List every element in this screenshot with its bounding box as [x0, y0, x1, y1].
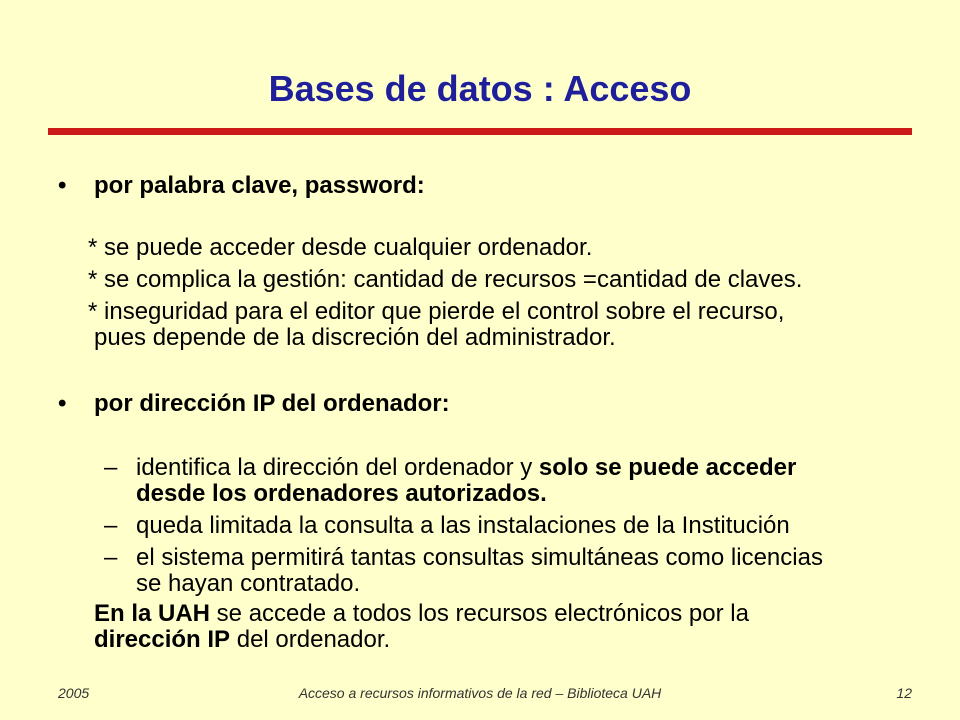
ip-item-2-text: queda limitada la consulta a las instalaciones de la Institución — [136, 512, 790, 539]
ip-item-1-plain: identifica la dirección del ordenador y — [136, 454, 539, 481]
bullet-heading: por dirección IP del ordenador: — [94, 390, 450, 417]
ip-item-1-bold: solo se puede acceder — [538, 454, 797, 481]
ip-item-1-bold-2: desde los ordenadores autorizados. — [136, 480, 547, 507]
ip-item-3-text-1: el sistema permitirá tantas consultas simultáneas como licencias — [136, 544, 823, 571]
dash-symbol: – — [104, 512, 118, 539]
password-line-4: pues depende de la discreción del administrador. — [94, 324, 616, 351]
uah-note-bold-2: dirección IP — [94, 626, 231, 653]
dash-symbol: – — [104, 544, 118, 571]
footer-page-number: 12 — [896, 685, 912, 701]
bullet-symbol: • — [58, 172, 67, 199]
uah-note-line-2 — [94, 627, 390, 653]
password-line-3: * inseguridad para el editor que pierde el control sobre el recurso, — [88, 298, 785, 325]
uah-note-plain-2: del ordenador. — [230, 626, 391, 653]
dash-symbol: – — [104, 454, 118, 481]
bullet-heading: por palabra clave, password: — [94, 172, 425, 199]
footer-year: 2005 — [58, 685, 90, 701]
uah-note-plain: se accede a todos los recursos electrónicos por la — [210, 600, 749, 627]
password-line-2: * se complica la gestión: cantidad de recursos =cantidad de claves. — [88, 266, 803, 293]
bullet-symbol: • — [58, 390, 67, 417]
title-underline — [48, 128, 912, 135]
ip-item-1 — [104, 455, 904, 507]
slide-title: Bases de datos : Acceso — [268, 68, 692, 109]
uah-note-bold: En la UAH — [94, 600, 211, 627]
footer-title: Acceso a recursos informativos de la red – Biblioteca UAH — [298, 685, 662, 701]
ip-item-3 — [104, 545, 904, 597]
password-line-1: * se puede acceder desde cualquier ordenador. — [88, 234, 593, 261]
ip-item-3-text-2: se hayan contratado. — [136, 570, 361, 597]
uah-note-line-1 — [94, 601, 749, 627]
ip-item-2 — [104, 513, 904, 539]
